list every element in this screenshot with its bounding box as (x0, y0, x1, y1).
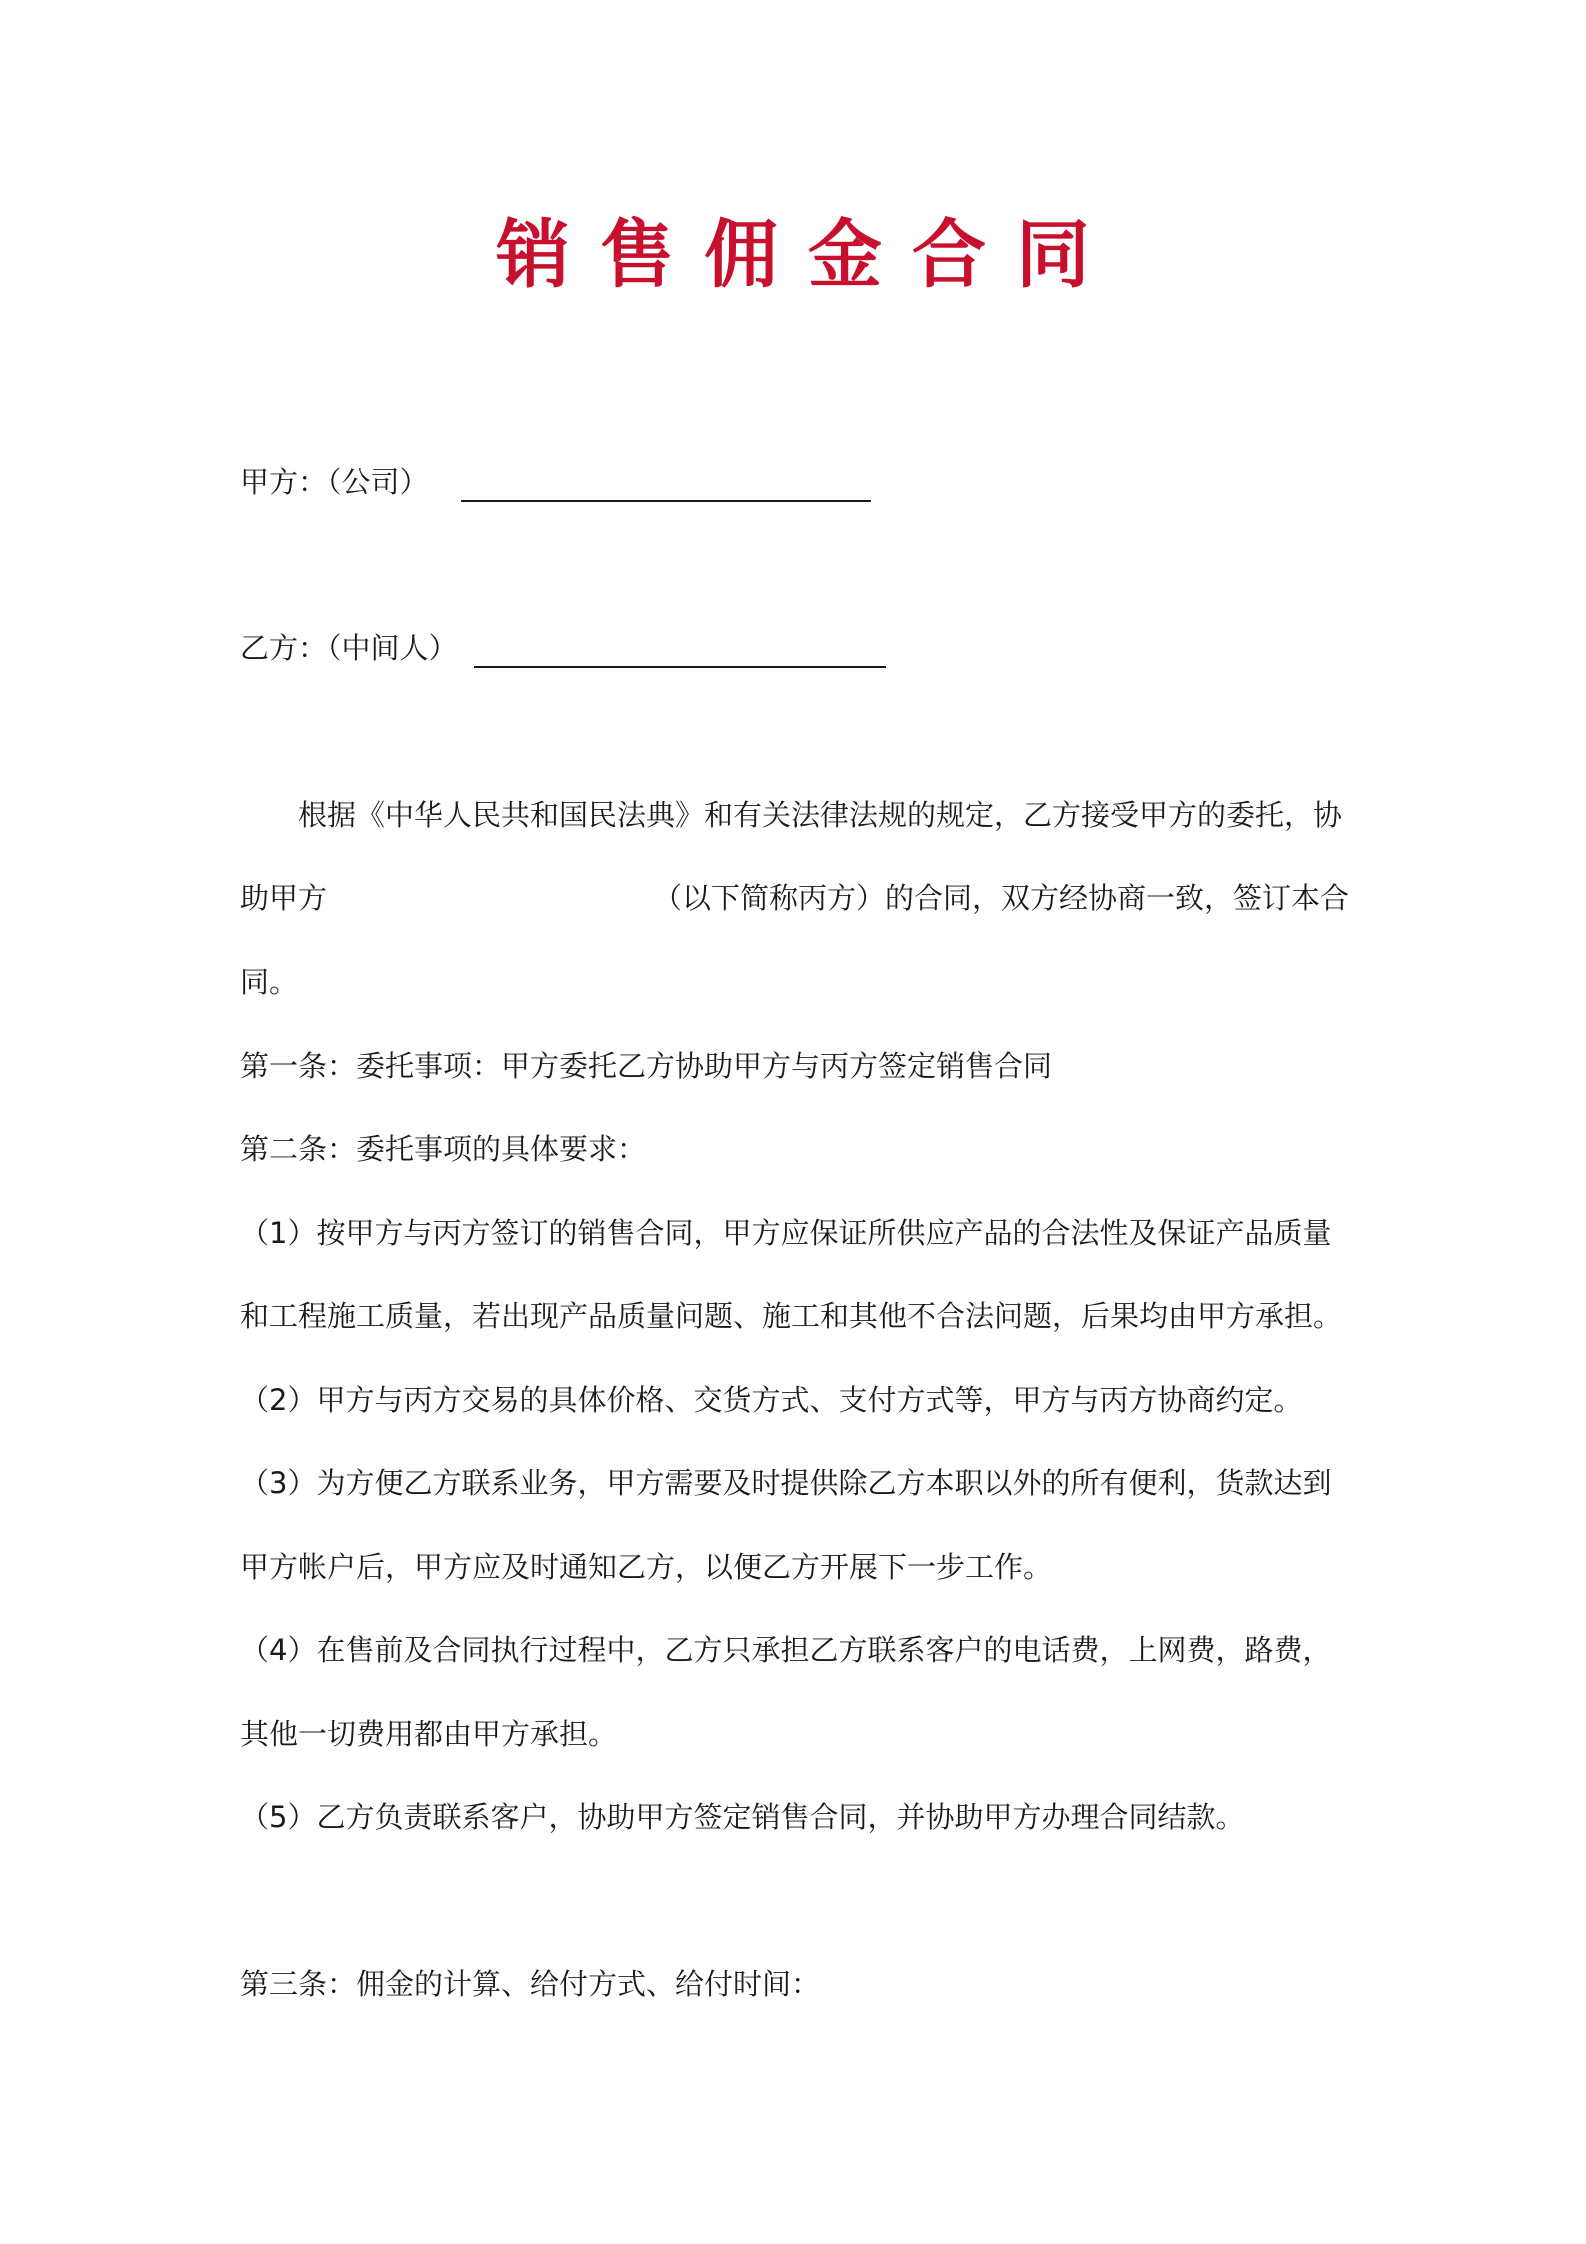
party-a-blank[interactable] (461, 470, 871, 502)
article-2-item-2: （2）甲方与丙方交易的具体价格、交货方式、支付方式等，甲方与丙方协商约定。 (240, 1383, 1303, 1417)
article-2-heading: 第二条：委托事项的具体要求： (240, 1132, 647, 1166)
intro-line-2-post: （以下简称丙方）的合同，双方经协商一致，签订本合 (653, 881, 1350, 915)
article-2-item-3b: 甲方帐户后，甲方应及时通知乙方，以便乙方开展下一步工作。 (240, 1550, 1053, 1584)
party-a-label: 甲方：（公司） (240, 465, 429, 499)
article-3-heading: 第三条：佣金的计算、给付方式、给付时间： (240, 1967, 821, 2001)
article-2-item-1a: （1）按甲方与丙方签订的销售合同，甲方应保证所供应产品的合法性及保证产品质量 (240, 1216, 1332, 1250)
intro-line-1: 根据《中华人民共和国民法典》和有关法律法规的规定，乙方接受甲方的委托，协 (298, 798, 1343, 832)
intro-line-3: 同。 (240, 965, 299, 999)
party-a-line (240, 462, 871, 502)
contract-title: 销售佣金合同 (496, 212, 1120, 298)
article-1: 第一条：委托事项：甲方委托乙方协助甲方与丙方签定销售合同 (240, 1049, 1053, 1083)
article-2-item-1b: 和工程施工质量，若出现产品质量问题、施工和其他不合法问题，后果均由甲方承担。 (240, 1299, 1343, 1333)
party-b-label: 乙方：（中间人） (240, 631, 458, 665)
party-b-line (240, 628, 886, 668)
intro-line-2 (240, 878, 1349, 918)
article-2-item-5: （5）乙方负责联系客户，协助甲方签定销售合同，并协助甲方办理合同结款。 (240, 1800, 1245, 1834)
article-2-item-4b: 其他一切费用都由甲方承担。 (240, 1717, 618, 1751)
intro-line-2-pre: 助甲方 (240, 881, 328, 915)
party-b-blank[interactable] (474, 636, 886, 668)
article-2-item-3a: （3）为方便乙方联系业务，甲方需要及时提供除乙方本职以外的所有便利，货款达到 (240, 1466, 1332, 1500)
article-2-item-4a: （4）在售前及合同执行过程中，乙方只承担乙方联系客户的电话费，上网费，路费， (240, 1633, 1332, 1667)
